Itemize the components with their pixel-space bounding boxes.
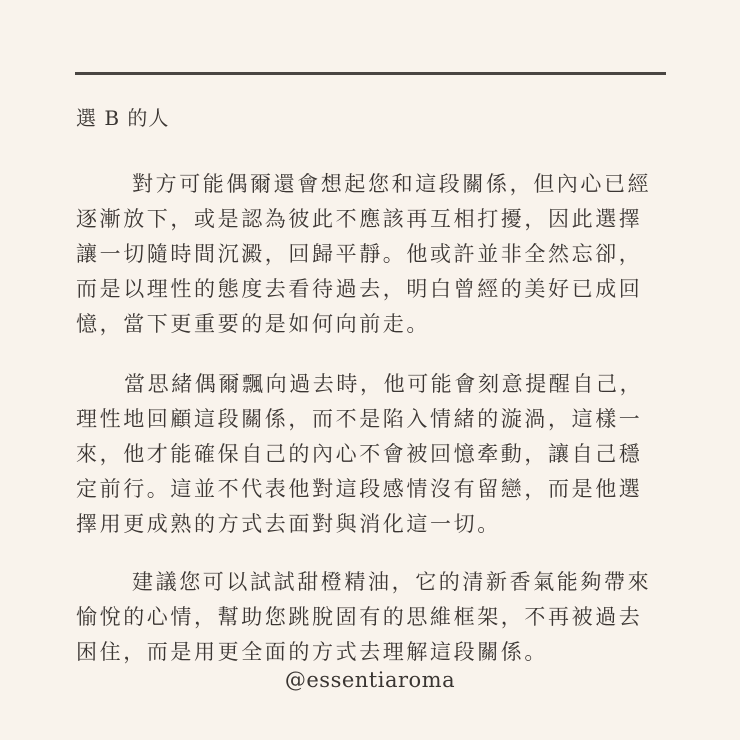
social-handle: @essentiaroma [284,668,456,692]
paragraph-line: 讓一切隨時間沉澱，回歸平靜。他或許並非全然忘卻， [76,242,643,266]
paragraph-2 [76,367,676,542]
paragraph-3 [76,565,676,670]
paragraph-line: 定前行。這並不代表他對這段感情沒有留戀，而是他選 [76,477,643,501]
paragraph-line: 擇用更成熟的方式去面對與消化這一切。 [76,512,501,536]
paragraph-line: 逐漸放下，或是認為彼此不應該再互相打擾，因此選擇 [76,207,643,231]
paragraph-line: 憶，當下更重要的是如何向前走。 [76,312,430,336]
paragraph-line: 而是以理性的態度去看待過去，明白曾經的美好已成回 [76,277,643,301]
paragraph-line: 愉悅的心情，幫助您跳脫固有的思維框架，不再被過去 [76,605,643,629]
section-heading: 選 B 的人 [76,106,170,130]
top-divider [75,72,666,75]
paragraph-1 [76,167,676,342]
paragraph-line: 當思緒偶爾飄向過去時，他可能會刻意提醒自己， [124,372,644,396]
paragraph-line: 建議您可以試試甜橙精油，它的清新香氣能夠帶來 [132,570,652,594]
paragraph-line: 來，他才能確保自己的內心不會被回憶牽動，讓自己穩 [76,442,643,466]
paragraph-line: 理性地回顧這段關係，而不是陷入情緒的漩渦，這樣一 [76,407,643,431]
paragraph-line: 對方可能偶爾還會想起您和這段關係，但內心已經 [132,172,652,196]
paragraph-line: 困住，而是用更全面的方式去理解這段關係。 [76,640,548,664]
